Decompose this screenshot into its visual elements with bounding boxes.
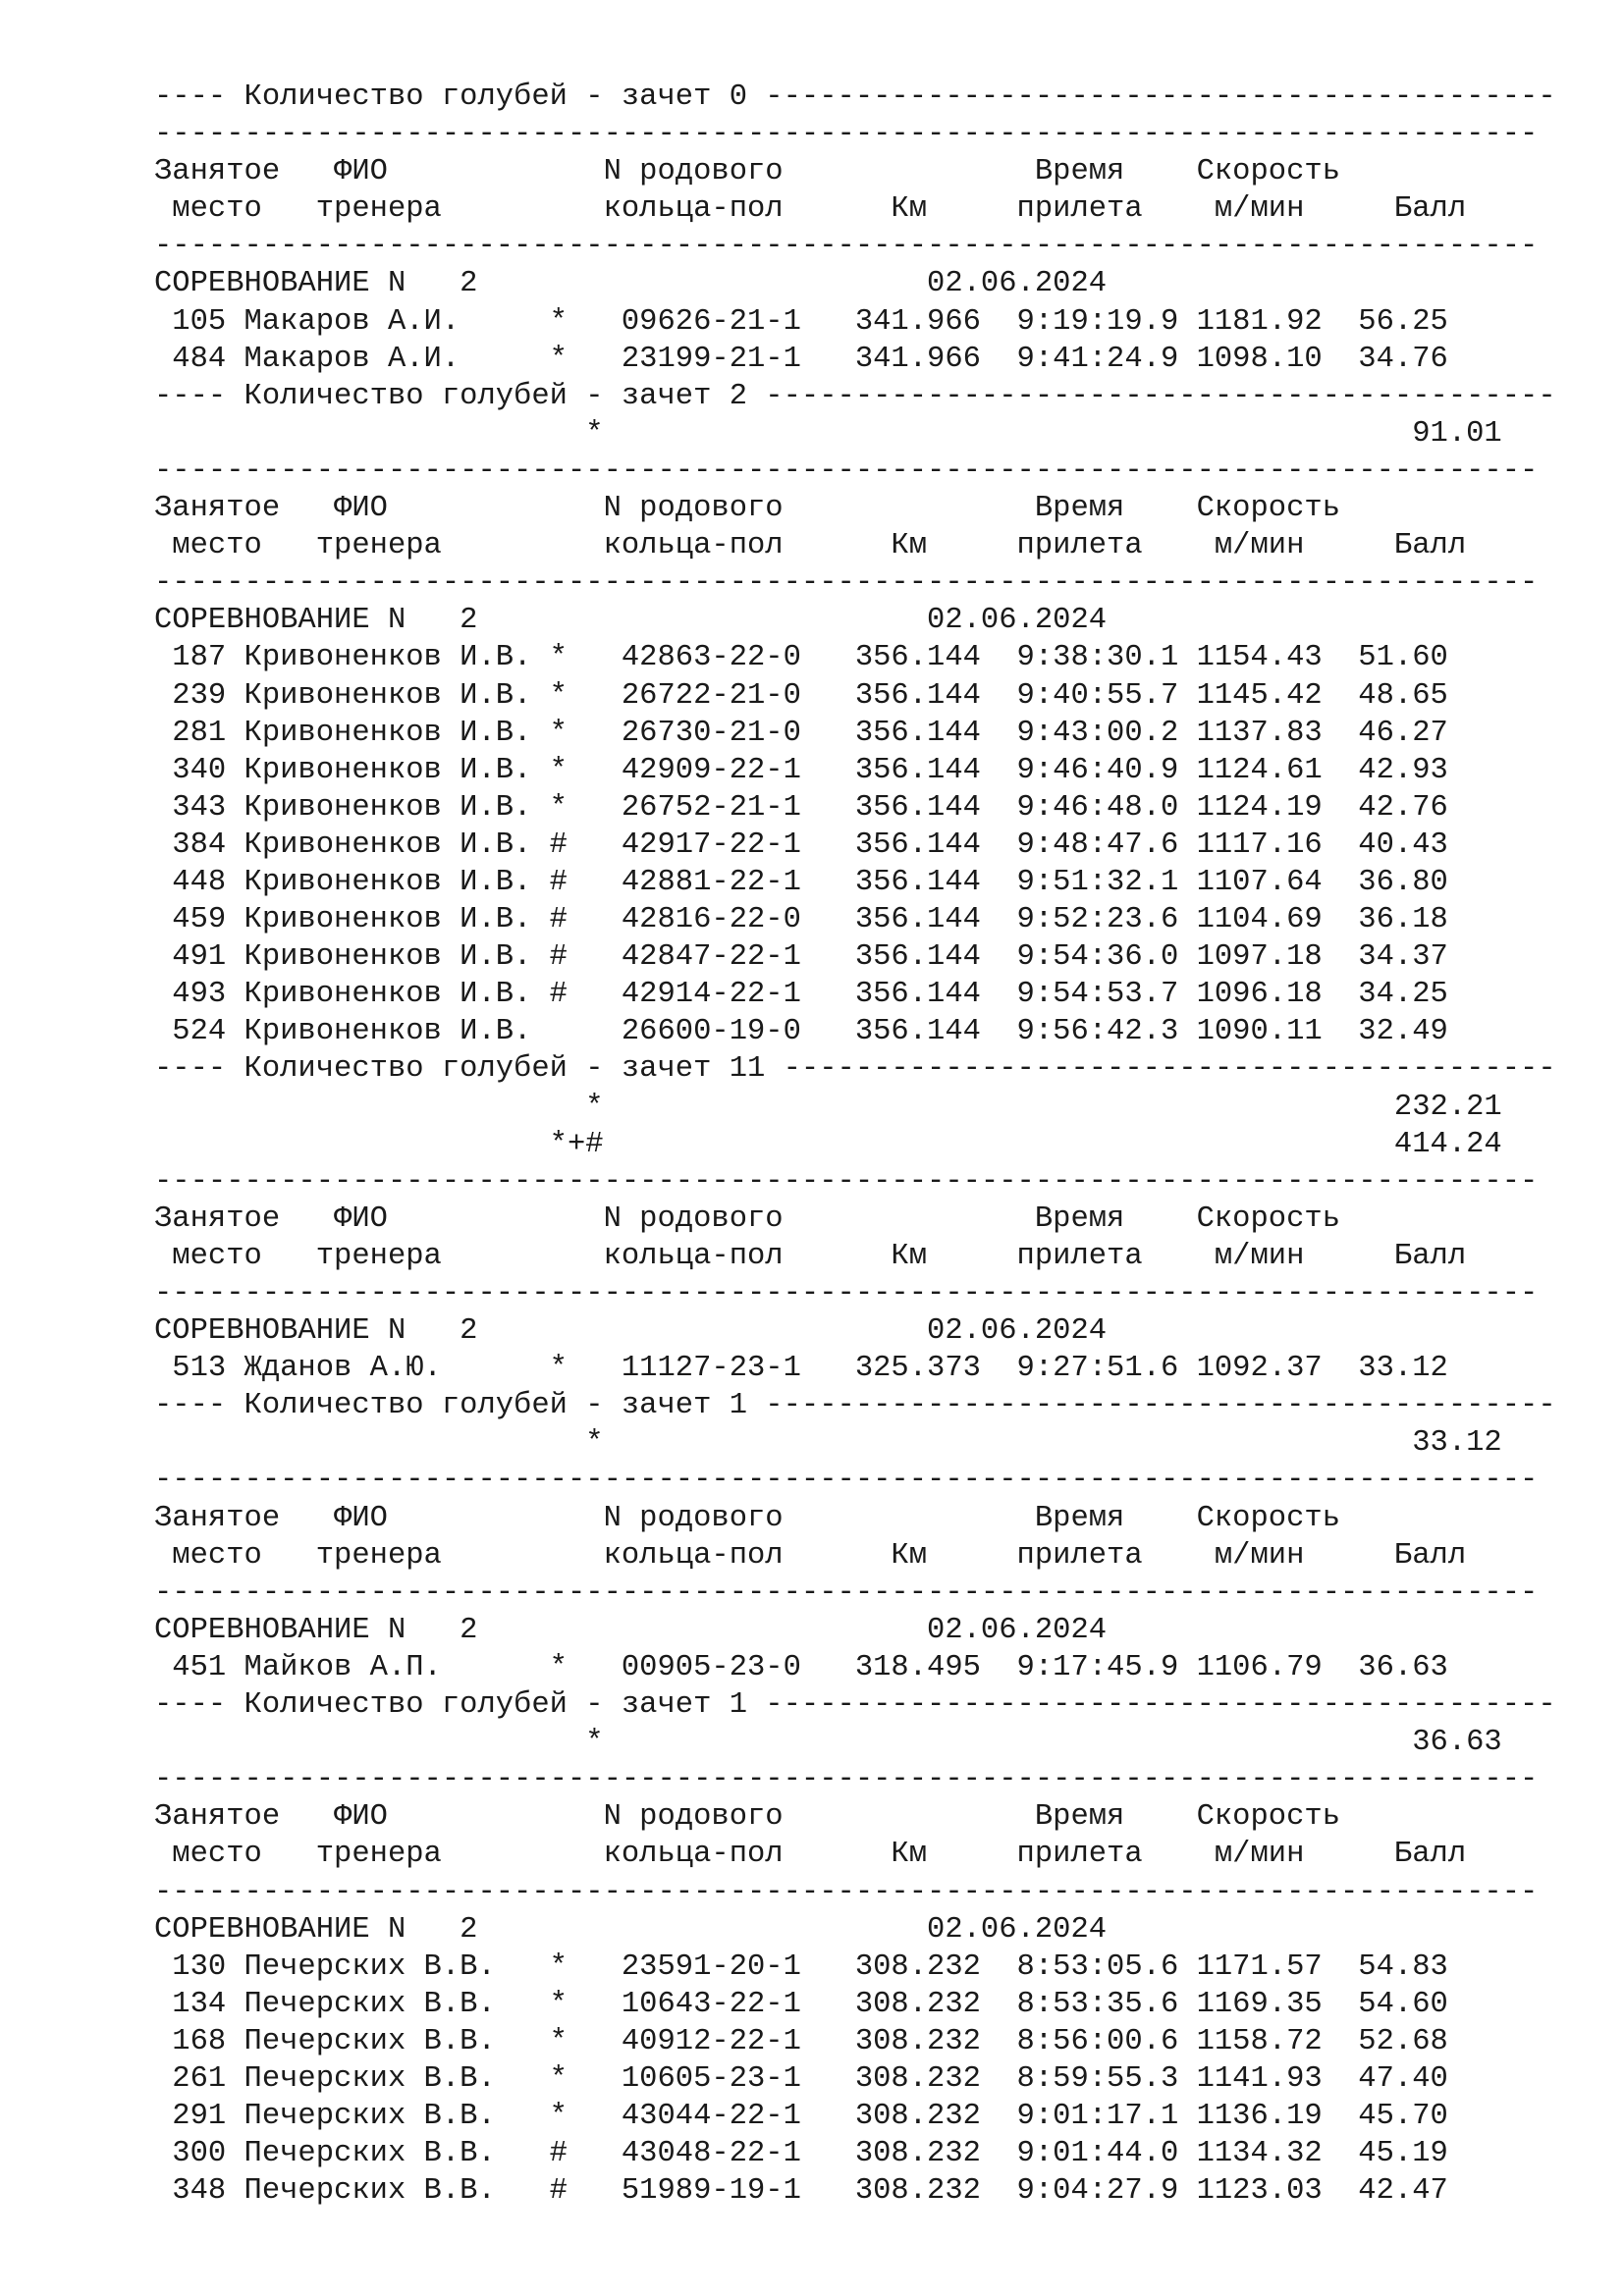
result-row: 451 Майков А.П. * 00905-23-0 318.495 9:17:45.9 1106.79 36.63	[154, 1650, 1448, 1684]
result-row: 300 Печерских В.В. # 43048-22-1 308.232 9:01:44.0 1134.32 45.19	[154, 2137, 1448, 2171]
competition-header-line: СОРЕВНОВАНИЕ N 2 02.06.2024	[154, 267, 1108, 301]
result-row: 524 Кривоненков И.В. 26600-19-0 356.144 9:56:42.3 1090.11 32.49	[154, 1015, 1448, 1049]
competition-header-line: СОРЕВНОВАНИЕ N 2 02.06.2024	[154, 1912, 1108, 1947]
section-summary-line: ---- Количество голубей - зачет 0 --------------------------------------------	[154, 80, 1556, 114]
result-row: 340 Кривоненков И.В. * 42909-22-1 356.144 9:46:40.9 1124.61 42.93	[154, 753, 1448, 787]
separator-line: -----------------------------------------------------------------------------	[154, 118, 1539, 152]
column-header-line: Занятое ФИО N родового Время Скорость	[154, 1800, 1340, 1835]
competition-header-line: СОРЕВНОВАНИЕ N 2 02.06.2024	[154, 1613, 1108, 1647]
separator-line: -----------------------------------------------------------------------------	[154, 1164, 1539, 1199]
result-row: 343 Кривоненков И.В. * 26752-21-1 356.144 9:46:48.0 1124.19 42.76	[154, 790, 1448, 825]
total-line: * 232.21	[154, 1090, 1502, 1124]
result-row: 187 Кривоненков И.В. * 42863-22-0 356.144 9:38:30.1 1154.43 51.60	[154, 641, 1448, 675]
column-header-line: Занятое ФИО N родового Время Скорость	[154, 1201, 1340, 1236]
separator-line: -----------------------------------------------------------------------------	[154, 1875, 1539, 1909]
result-row: 105 Макаров А.И. * 09626-21-1 341.966 9:19:19.9 1181.92 56.25	[154, 304, 1448, 339]
results-report	[154, 79, 1556, 2210]
column-header-line: место тренера кольца-пол Км прилета м/мин Балл	[154, 529, 1467, 563]
separator-line: -----------------------------------------------------------------------------	[154, 1575, 1539, 1610]
column-header-line: Занятое ФИО N родового Время Скорость	[154, 1501, 1340, 1535]
separator-line: -----------------------------------------------------------------------------	[154, 1464, 1539, 1498]
result-row: 168 Печерских В.В. * 40912-22-1 308.232 8:56:00.6 1158.72 52.68	[154, 2024, 1448, 2058]
column-header-line: Занятое ФИО N родового Время Скорость	[154, 155, 1340, 189]
column-header-line: место тренера кольца-пол Км прилета м/мин Балл	[154, 1538, 1467, 1573]
total-line: *+# 414.24	[154, 1127, 1502, 1161]
result-row: 491 Кривоненков И.В. # 42847-22-1 356.144 9:54:36.0 1097.18 34.37	[154, 940, 1448, 975]
section-summary-line: ---- Количество голубей - зачет 2 --------------------------------------------	[154, 379, 1556, 413]
separator-line: -----------------------------------------------------------------------------	[154, 566, 1539, 601]
competition-header-line: СОРЕВНОВАНИЕ N 2 02.06.2024	[154, 604, 1108, 638]
total-line: * 36.63	[154, 1726, 1502, 1760]
result-row: 493 Кривоненков И.В. # 42914-22-1 356.144 9:54:53.7 1096.18 34.25	[154, 978, 1448, 1012]
result-row: 459 Кривоненков И.В. # 42816-22-0 356.144 9:52:23.6 1104.69 36.18	[154, 903, 1448, 937]
result-row: 239 Кривоненков И.В. * 26722-21-0 356.144 9:40:55.7 1145.42 48.65	[154, 678, 1448, 713]
section-summary-line: ---- Количество голубей - зачет 11 -------------------------------------------	[154, 1052, 1556, 1087]
separator-line: -----------------------------------------------------------------------------	[154, 1763, 1539, 1797]
result-row: 348 Печерских В.В. # 51989-19-1 308.232 9:04:27.9 1123.03 42.47	[154, 2174, 1448, 2209]
result-row: 130 Печерских В.В. * 23591-20-1 308.232 8:53:05.6 1171.57 54.83	[154, 1949, 1448, 1984]
result-row: 281 Кривоненков И.В. * 26730-21-0 356.144 9:43:00.2 1137.83 46.27	[154, 716, 1448, 750]
result-row: 448 Кривоненков И.В. # 42881-22-1 356.144 9:51:32.1 1107.64 36.80	[154, 865, 1448, 899]
section-summary-line: ---- Количество голубей - зачет 1 --------------------------------------------	[154, 1688, 1556, 1723]
separator-line: -----------------------------------------------------------------------------	[154, 454, 1539, 488]
total-line: * 33.12	[154, 1426, 1502, 1461]
result-row: 484 Макаров А.И. * 23199-21-1 341.966 9:41:24.9 1098.10 34.76	[154, 342, 1448, 376]
column-header-line: место тренера кольца-пол Км прилета м/мин Балл	[154, 1239, 1467, 1273]
total-line: * 91.01	[154, 416, 1502, 451]
separator-line: -----------------------------------------------------------------------------	[154, 230, 1539, 264]
section-summary-line: ---- Количество голубей - зачет 1 --------------------------------------------	[154, 1389, 1556, 1423]
column-header-line: место тренера кольца-пол Км прилета м/мин Балл	[154, 1838, 1467, 1872]
result-row: 291 Печерских В.В. * 43044-22-1 308.232 9:01:17.1 1136.19 45.70	[154, 2100, 1448, 2134]
result-row: 261 Печерских В.В. * 10605-23-1 308.232 8:59:55.3 1141.93 47.40	[154, 2061, 1448, 2096]
separator-line: -----------------------------------------------------------------------------	[154, 1277, 1539, 1310]
result-row: 384 Кривоненков И.В. # 42917-22-1 356.144 9:48:47.6 1117.16 40.43	[154, 828, 1448, 862]
result-row: 134 Печерских В.В. * 10643-22-1 308.232 8:53:35.6 1169.35 54.60	[154, 1987, 1448, 2021]
competition-header-line: СОРЕВНОВАНИЕ N 2 02.06.2024	[154, 1314, 1108, 1349]
result-row: 513 Жданов А.Ю. * 11127-23-1 325.373 9:27:51.6 1092.37 33.12	[154, 1352, 1448, 1386]
column-header-line: место тренера кольца-пол Км прилета м/мин Балл	[154, 192, 1467, 227]
column-header-line: Занятое ФИО N родового Время Скорость	[154, 492, 1340, 526]
